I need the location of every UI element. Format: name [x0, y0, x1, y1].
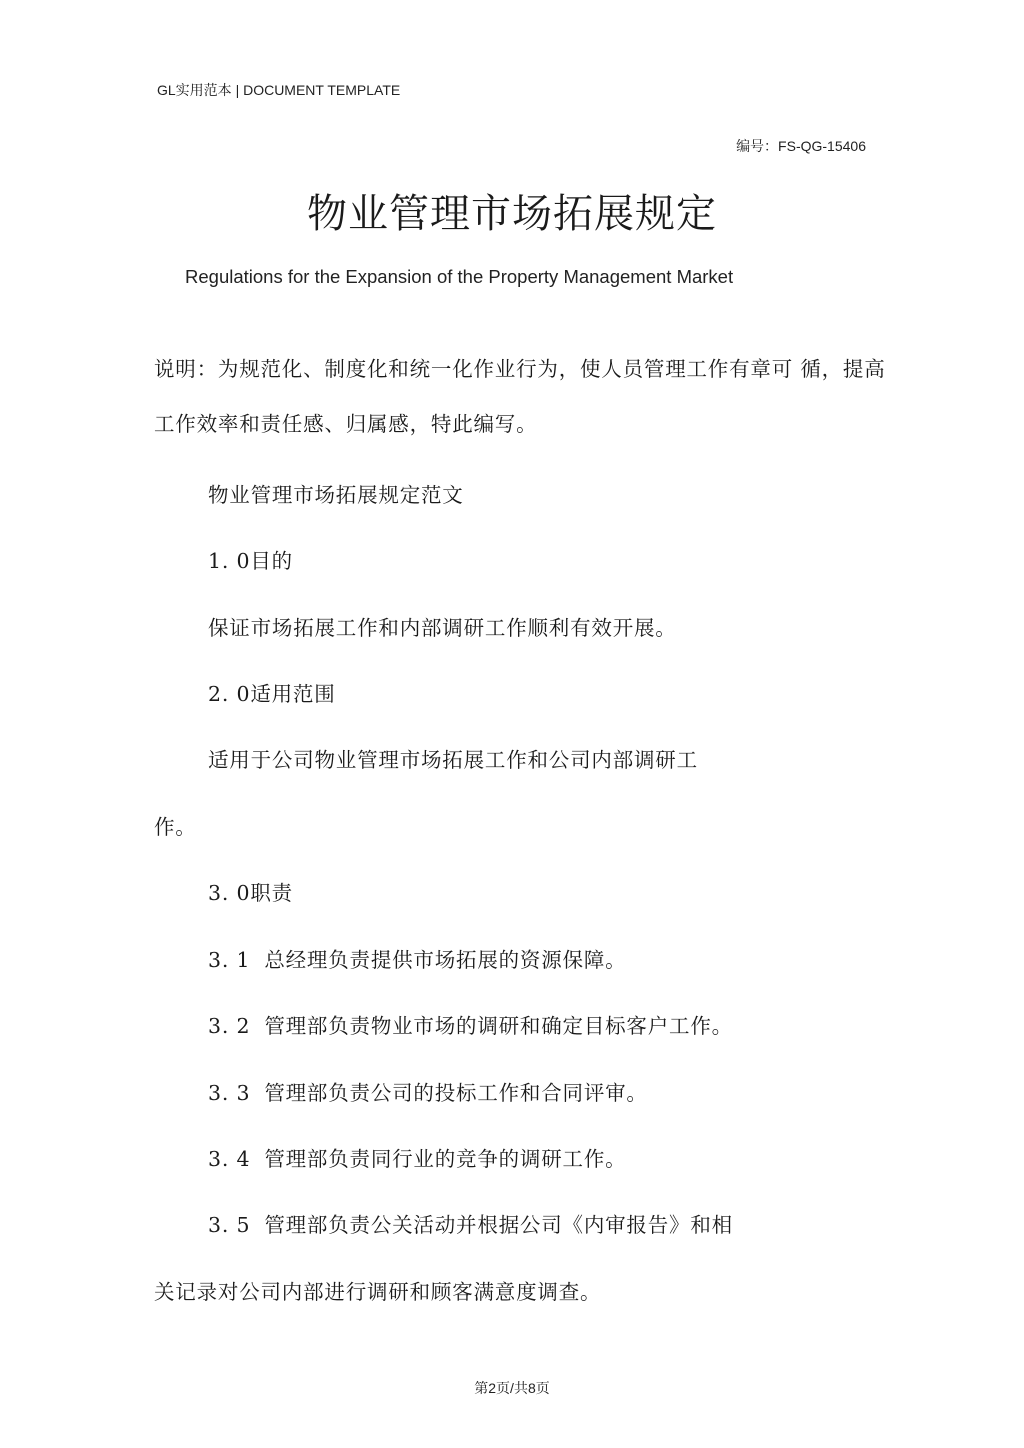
- section-2-heading: 2. 0适用范围: [208, 682, 336, 706]
- item-number: 3. 4: [208, 1147, 251, 1171]
- document-heading: 物业管理市场拓展规定范文: [208, 483, 464, 507]
- item-number: 3. 5: [208, 1213, 251, 1237]
- item-text: 管理部负责同行业的竞争的调研工作。: [264, 1147, 627, 1171]
- list-item: [208, 1078, 648, 1108]
- section-2-text: 适用于公司物业管理市场拓展工作和公司内部调研工: [208, 748, 698, 772]
- page-title: 物业管理市场拓展规定: [307, 191, 717, 237]
- list-item: [208, 1011, 733, 1041]
- section-2-text-continuation: 作。: [154, 815, 197, 839]
- section-3-heading: 3. 0职责: [208, 881, 293, 905]
- item-number: 3. 1: [208, 948, 251, 972]
- item-text: 管理部负责物业市场的调研和确定目标客户工作。: [264, 1014, 733, 1038]
- document-number: 编号：FS-QG-15406: [736, 138, 866, 154]
- list-item: [208, 945, 626, 975]
- item-number: 3. 2: [208, 1014, 251, 1038]
- list-item: [208, 1144, 626, 1174]
- item-text: 管理部负责公关活动并根据公司《内审报告》和相: [264, 1213, 733, 1237]
- item-number: 3. 3: [208, 1081, 251, 1105]
- section-1-text: 保证市场拓展工作和内部调研工作顺利有效开展。: [208, 616, 677, 640]
- section-1-heading: 1. 0目的: [208, 549, 293, 573]
- page-subtitle: Regulations for the Expansion of the Property Management Market: [185, 266, 734, 287]
- page-number: 第2页/共8页: [474, 1380, 550, 1396]
- item-text: 总经理负责提供市场拓展的资源保障。: [264, 948, 627, 972]
- list-item-continuation: 关记录对公司内部进行调研和顾客满意度调查。: [154, 1280, 602, 1304]
- item-text: 管理部负责公司的投标工作和合同评审。: [264, 1081, 648, 1105]
- list-item: [208, 1210, 733, 1240]
- description-note: 说明：为规范化、制度化和统一化作业行为，使人员管理工作有章可 循，提高工作效率和责任感、归属感，特此编写。: [154, 357, 886, 436]
- document-template-header: GL实用范本 | DOCUMENT TEMPLATE: [157, 82, 401, 98]
